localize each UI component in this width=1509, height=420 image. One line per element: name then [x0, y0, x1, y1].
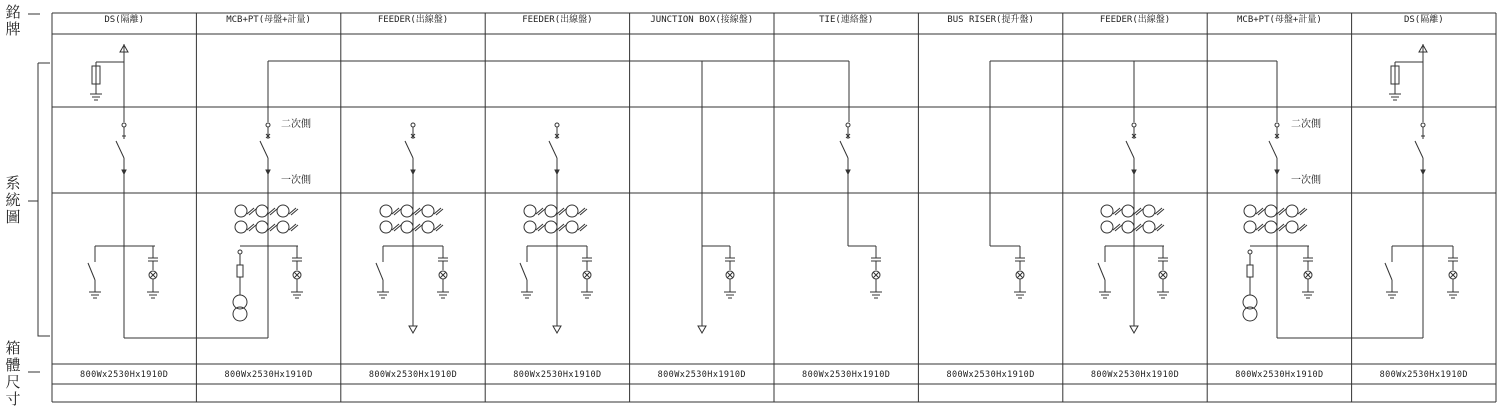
- current-transformer: [1143, 221, 1155, 233]
- current-transformer: [401, 205, 413, 217]
- panel-dimensions: 800Wx2530Hx1910D: [802, 370, 891, 380]
- contact-dot: [1248, 250, 1252, 254]
- panel-title: JUNCTION BOX(接線盤): [650, 15, 754, 25]
- current-transformer: [235, 205, 247, 217]
- breaker-blade: [405, 141, 413, 158]
- contact-dot: [266, 123, 270, 127]
- cable-arrow: [553, 326, 561, 333]
- breaker-blade: [260, 141, 268, 158]
- current-transformer: [1101, 205, 1113, 217]
- earth-switch-blade: [88, 263, 95, 280]
- contact-dot: [1275, 123, 1279, 127]
- cable-arrow: [698, 326, 706, 333]
- panel-title: FEEDER(出線盤): [1099, 15, 1171, 25]
- current-transformer: [380, 221, 392, 233]
- contact-dot: [1421, 170, 1425, 174]
- current-transformer: [1244, 205, 1256, 217]
- contact-dot: [846, 170, 850, 174]
- breaker-blade: [1415, 141, 1423, 158]
- contact-dot: [1132, 170, 1136, 174]
- panel-dimensions: 800Wx2530Hx1910D: [80, 370, 169, 380]
- primary-side-label: 一次側: [281, 175, 311, 186]
- panel-title: BUS RISER(提升盤): [947, 15, 1034, 25]
- secondary-side-label: 二次側: [281, 119, 311, 130]
- cable-arrow: [409, 326, 417, 333]
- breaker-blade: [1269, 141, 1277, 158]
- nameplate-row-label: 銘牌: [5, 3, 21, 38]
- contact-dot: [122, 123, 126, 127]
- current-transformer: [1286, 205, 1298, 217]
- current-transformer: [1286, 221, 1298, 233]
- contact-dot: [846, 123, 850, 127]
- contact-dot: [411, 123, 415, 127]
- panel-title: MCB+PT(母盤+計量): [1236, 15, 1322, 25]
- current-transformer: [277, 221, 289, 233]
- system-bracket: [38, 63, 50, 336]
- current-transformer: [1143, 205, 1155, 217]
- contact-dot: [122, 170, 126, 174]
- panel-dimensions: 800Wx2530Hx1910D: [224, 370, 313, 380]
- panel-title: DS(隔離): [104, 15, 145, 25]
- earth-switch-blade: [1098, 263, 1105, 280]
- current-transformer: [1122, 205, 1134, 217]
- earth-switch-blade: [520, 263, 527, 280]
- current-transformer: [545, 221, 557, 233]
- breaker-blade: [840, 141, 848, 158]
- current-transformer: [235, 221, 247, 233]
- panel-title: DS(隔離): [1403, 15, 1444, 25]
- panel-title: MCB+PT(母盤+計量): [226, 15, 311, 25]
- panel-title: FEEDER(出線盤): [522, 15, 593, 25]
- contact-dot: [1421, 123, 1425, 127]
- current-transformer: [1244, 221, 1256, 233]
- panel-dimensions: 800Wx2530Hx1910D: [946, 370, 1035, 380]
- breaker-blade: [549, 141, 557, 158]
- panel-title: FEEDER(出線盤): [377, 15, 449, 25]
- contact-dot: [555, 170, 559, 174]
- current-transformer: [422, 221, 434, 233]
- pt-fuse: [237, 265, 243, 277]
- secondary-side-label: 二次側: [1291, 119, 1321, 130]
- current-transformer: [566, 205, 578, 217]
- current-transformer: [256, 205, 268, 217]
- panel-dimensions: 800Wx2530Hx1910D: [1090, 370, 1180, 380]
- current-transformer: [277, 205, 289, 217]
- breaker-blade: [116, 141, 124, 158]
- current-transformer: [1265, 205, 1277, 217]
- panel-dimensions: 800Wx2530Hx1910D: [1379, 370, 1468, 380]
- contact-dot: [266, 170, 270, 174]
- contact-dot: [555, 123, 559, 127]
- panel-dimensions: 800Wx2530Hx1910D: [513, 370, 602, 380]
- cable-arrow: [1130, 326, 1138, 333]
- current-transformer: [422, 205, 434, 217]
- contact-dot: [238, 250, 242, 254]
- panel-dimensions: 800Wx2530Hx1910D: [368, 370, 458, 380]
- contact-dot: [411, 170, 415, 174]
- panel-dimensions: 800Wx2530Hx1910D: [657, 370, 746, 380]
- current-transformer: [566, 221, 578, 233]
- breaker-blade: [1126, 141, 1134, 158]
- pt-fuse: [1247, 265, 1253, 277]
- current-transformer: [256, 221, 268, 233]
- current-transformer: [1122, 221, 1134, 233]
- current-transformer: [524, 205, 536, 217]
- panel-title: TIE(連絡盤): [819, 15, 874, 25]
- system-diagram-row-label: 系統圖: [5, 174, 21, 226]
- current-transformer: [380, 205, 392, 217]
- panel-dimensions: 800Wx2530Hx1910D: [1235, 370, 1324, 380]
- current-transformer: [1265, 221, 1277, 233]
- current-transformer: [545, 205, 557, 217]
- current-transformer: [524, 221, 536, 233]
- contact-dot: [1275, 170, 1279, 174]
- contact-dot: [1132, 123, 1136, 127]
- earth-switch-blade: [376, 263, 383, 280]
- current-transformer: [401, 221, 413, 233]
- enclosure-size-row-label: 箱體尺寸: [5, 339, 21, 408]
- current-transformer: [1101, 221, 1113, 233]
- earth-switch-blade: [1385, 263, 1392, 280]
- primary-side-label: 一次側: [1291, 175, 1321, 186]
